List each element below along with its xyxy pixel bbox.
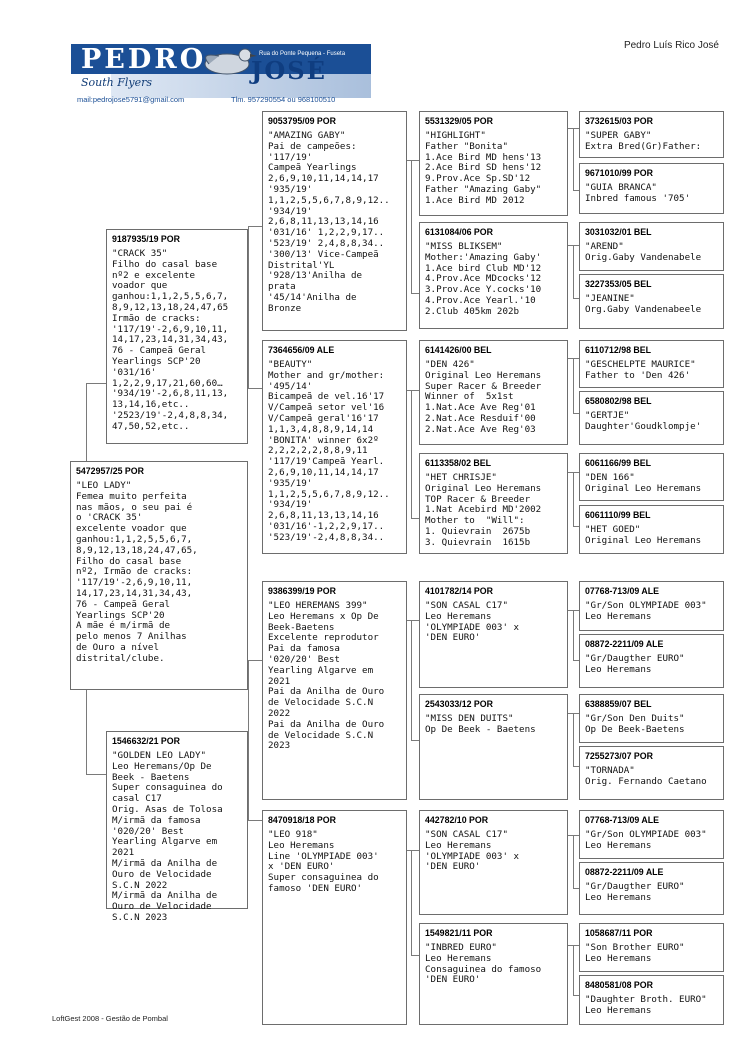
- gen5-box-13: [579, 810, 724, 859]
- bird-notes: Father to 'Den 426': [585, 369, 691, 381]
- subject-notes: Femea muito perfeita nas mãos, o seu pai é o 'CRACK 35' excelente voador que ganhou:1,1,2,5,5,6,7, 8,9,12,13,18,24,47,65, Filho do casal base nº2, Irmão de cracks: '117/19'-2,6,9,10,11, 14,17,23,14,31,34,43, 76 - Campeã Geral Yearlings SCP'20 A mãe é m/irmã de pelo menos 7 Anilhas de Ouro a nível distrital/clube.: [76, 490, 198, 664]
- ring-number: 8480581/08 POR: [585, 980, 653, 990]
- gen4-box-8: [419, 923, 568, 1025]
- bird-name: "GESCHELPTE MAURICE": [585, 359, 696, 370]
- logo-email: mail:pedrojose5791@gmail.com: [77, 95, 185, 104]
- bird-name: "LEO 918": [268, 829, 318, 840]
- gen5-box-5: [579, 340, 724, 388]
- ring-number: 07768-713/09 ALE: [585, 815, 660, 825]
- bird-notes: Leo Heremans Consaguinea do famoso 'DEN EURO': [425, 952, 542, 986]
- bird-notes: Op De Beek-Baetens: [585, 723, 685, 735]
- bird-notes: Leo Heremans: [585, 663, 652, 675]
- gen4-box-2: [419, 222, 568, 329]
- bird-name: "INBRED EURO": [425, 942, 497, 953]
- gen5-box-10: [579, 634, 724, 688]
- gen5-box-7: [579, 453, 724, 501]
- gen3-box-2: [262, 340, 407, 554]
- gen5-box-11: [579, 694, 724, 743]
- bird-notes: Leo Heremans: [585, 839, 652, 851]
- ring-number: 6141426/00 BEL: [425, 345, 492, 355]
- ring-number: 442782/10 POR: [425, 815, 489, 825]
- bird-name: "MISS DEN DUITS": [425, 713, 514, 724]
- gen5-box-4: [579, 274, 724, 329]
- ring-number: 9053795/09 POR: [268, 116, 336, 126]
- bird-name: "AMAZING GABY": [268, 130, 346, 141]
- gen3-box-3: [262, 581, 407, 800]
- ring-number: 6388859/07 BEL: [585, 699, 652, 709]
- gen4-box-5: [419, 581, 568, 688]
- gen5-box-3: [579, 222, 724, 271]
- subject-box: [70, 461, 248, 690]
- ring-number: 08872-2211/09 ALE: [585, 867, 664, 877]
- bird-name: "DEN 426": [425, 359, 475, 370]
- ring-number: 6113358/02 BEL: [425, 458, 492, 468]
- logo: [71, 40, 371, 104]
- bird-name: "LEO HEREMANS 399": [268, 600, 368, 611]
- bird-name: "AREND": [585, 241, 624, 252]
- subject-name: "LEO LADY": [76, 480, 132, 491]
- gen5-box-1: [579, 111, 724, 158]
- bird-notes: Leo Heremans x Op De Beek-Baetens Excelente reprodutor Pai da famosa '020/20' Best Yearling Algarve em 2021 Pai da Anilha de Ouro de Velocidade S.C.N 2022 Pai da Anilha de Ouro de Velocidade S.C.N 2023: [268, 610, 385, 752]
- gen4-box-4: [419, 453, 568, 554]
- logo-phone: Tlm. 957290554 ou 968100510: [231, 95, 336, 104]
- bird-name: "JEANINE": [585, 293, 635, 304]
- bird-notes: Leo Heremans 'OLYMPIADE 003' x 'DEN EURO': [425, 839, 520, 873]
- ring-number: 6110712/98 BEL: [585, 345, 652, 355]
- bird-notes: Leo Heremans 'OLYMPIADE 003' x 'DEN EURO': [425, 610, 520, 644]
- bird-notes: Original Leo Heremans Super Racer & Breeder Winner of 5x1st 1.Nat.Ace Ave Reg'01 2.Nat.Ace Resduif'00 2.Nat.Ace Ave Reg'03: [425, 369, 542, 435]
- gen5-box-8: [579, 505, 724, 554]
- bird-notes: Op De Beek - Baetens: [425, 723, 536, 735]
- bird-notes: Leo Heremans: [585, 952, 652, 964]
- gen5-box-15: [579, 923, 724, 972]
- dam-ring: 1546632/21 POR: [112, 736, 180, 746]
- ring-number: 6131084/06 POR: [425, 227, 493, 237]
- footer-software: LoftGest 2008 - Gestão de Pombal: [52, 1014, 168, 1023]
- ring-number: 2543033/12 POR: [425, 699, 493, 709]
- bird-notes: Daughter'Goudklompje': [585, 420, 702, 432]
- bird-notes: Original Leo Heremans: [585, 482, 702, 494]
- bird-notes: Leo Heremans: [585, 1004, 652, 1016]
- bird-name: "TORNADA": [585, 765, 635, 776]
- bird-name: "MISS BLIKSEM": [425, 241, 503, 252]
- dam-notes: Leo Heremans/Op De Beek - Baetens Super consaguinea do casal C17 Orig. Asas de Tolosa M/irmã da famosa '020/20' Best Yearling Algarve em 2021 M/irmã da Anilha de Ouro de Velocidade S.C.N 2022 M/irmã da Anilha de Ouro de Velocidade S.C.N 2023: [112, 760, 223, 923]
- logo-name-last: JOSÉ: [251, 56, 327, 85]
- owner-name: Pedro Luís Rico José: [623, 40, 719, 51]
- bird-name: "HET CHRISJE": [425, 472, 497, 483]
- sire-notes: Filho do casal base nº2 e excelente voador que ganhou:1,1,2,5,5,6,7, 8,9,12,13,18,24,47,65 Irmão de cracks: '117/19'-2,6,9,10,11, 14,17,23,14,31,34,43, 76 - Campeã Geral Yearlings SCP'20 '031/16' 1,2,2,9,17,21,60,60… '934/19'-2,6,8,11,13, 13,14,16,etc.. '2523/19'-2,4,8,8,34, 47,50,52,etc..: [112, 258, 229, 432]
- ring-number: 6061110/99 BEL: [585, 510, 651, 520]
- ring-number: 6061166/99 BEL: [585, 458, 652, 468]
- bird-notes: Leo Heremans Line 'OLYMPIADE 003' x 'DEN EURO' Super consaguinea do famoso 'DEN EURO': [268, 839, 379, 894]
- ring-number: 3031032/01 BEL: [585, 227, 652, 237]
- ring-number: 5531329/05 POR: [425, 116, 493, 126]
- bird-notes: Orig. Fernando Caetano: [585, 775, 707, 787]
- bird-notes: Original Leo Heremans: [585, 534, 702, 546]
- bird-notes: Org.Gaby Vandenabeele: [585, 303, 702, 315]
- ring-number: 3732615/03 POR: [585, 116, 653, 126]
- gen5-box-2: [579, 163, 724, 214]
- gen3-box-4: [262, 810, 407, 1025]
- gen4-box-6: [419, 694, 568, 800]
- bird-name: "Daughter Broth. EURO": [585, 994, 707, 1005]
- ring-number: 8470918/18 POR: [268, 815, 336, 825]
- bird-name: "SON CASAL C17": [425, 829, 508, 840]
- bird-name: "BEAUTY": [268, 359, 313, 370]
- gen5-box-6: [579, 391, 724, 445]
- bird-notes: Leo Heremans: [585, 891, 652, 903]
- bird-notes: Pai de campeões: '117/19' Campeã Yearlings 2,6,9,10,11,14,14,17 '935/19' 1,1,2,5,5,6,7,8,9,12.. '934/19' 2,6,8,11,13,13,14,16 '031/16' 1,2,2,9,17.. '523/19' 2,4,8,8,34.. '300/13' Vice-Campeã Distrital'YL '928/13'Anilha de prata '45/14'Anilha de Bronze: [268, 140, 390, 314]
- gen5-box-16: [579, 975, 724, 1025]
- ring-number: 1549821/11 POR: [425, 928, 493, 938]
- bird-name: "Gr/Son Den Duits": [585, 713, 685, 724]
- bird-name: "SUPER GABY": [585, 130, 652, 141]
- bird-name: "DEN 166": [585, 472, 635, 483]
- logo-address: Rua do Ponte Pequena - Fuseta: [259, 51, 346, 57]
- gen4-box-7: [419, 810, 568, 915]
- ring-number: 7255273/07 POR: [585, 751, 653, 761]
- ring-number: 3227353/05 BEL: [585, 279, 652, 289]
- bird-notes: Inbred famous '705': [585, 192, 691, 204]
- logo-name-first: PEDRO: [81, 44, 207, 75]
- ring-number: 6580802/98 BEL: [585, 396, 652, 406]
- bird-name: "Gr/Daugther EURO": [585, 653, 685, 664]
- bird-name: "Gr/Son OLYMPIADE 003": [585, 600, 707, 611]
- bird-notes: Extra Bred(Gr)Father:: [585, 140, 702, 152]
- bird-name: "Son Brother EURO": [585, 942, 685, 953]
- bird-notes: Father "Bonita" 1.Ace Bird MD hens'13 2.Ace Bird SD hens'12 9.Prov.Ace Sp.SD'12 Father "Amazing Gaby" 1.Ace Bird MD 2012: [425, 140, 542, 206]
- bird-name: "GUIA BRANCA": [585, 182, 657, 193]
- dam-name: "GOLDEN LEO LADY": [112, 750, 207, 761]
- bird-name: "GERTJE": [585, 410, 630, 421]
- dam-box: [106, 731, 248, 923]
- ring-number: 9386399/19 POR: [268, 586, 336, 596]
- ring-number: 9671010/99 POR: [585, 168, 653, 178]
- ring-number: 07768-713/09 ALE: [585, 586, 660, 596]
- bird-name: "HIGHLIGHT": [425, 130, 486, 141]
- gen5-box-12: [579, 746, 724, 800]
- gen3-box-1: [262, 111, 407, 331]
- sire-ring: 9187935/19 POR: [112, 234, 180, 244]
- ring-number: 4101782/14 POR: [425, 586, 493, 596]
- bird-name: "HET GOED": [585, 524, 641, 535]
- ring-number: 08872-2211/09 ALE: [585, 639, 664, 649]
- bird-notes: Mother and gr/mother: '495/14' Bicampeã de vel.16'17 V/Campeã setor vel'16 V/Campeã geral'16'17 1,1,3,4,8,8,9,14,14 'BONITA' winner 6x2º 2,2,2,2,2,8,8,9,11 '117/19'Campeã Yearl. 2,6,9,10,11,14,14,17 '935/19' 1,1,2,5,5,6,7,8,9,12.. '934/19' 2,6,8,11,13,13,14,16 '031/16'-1,2,2,9,17.. '523/19'-2,4,8,8,34..: [268, 369, 390, 543]
- ring-number: 7364656/09 ALE: [268, 345, 335, 355]
- gen5-box-9: [579, 581, 724, 631]
- bird-name: "Gr/Daugther EURO": [585, 881, 685, 892]
- bird-name: "SON CASAL C17": [425, 600, 508, 611]
- ring-number: 1058687/11 POR: [585, 928, 653, 938]
- bird-notes: Orig.Gaby Vandenabele: [585, 251, 702, 263]
- sire-box: [106, 229, 248, 444]
- bird-notes: Leo Heremans: [585, 610, 652, 622]
- bird-notes: Original Leo Heremans TOP Racer & Breeder 1.Nat Acebird MD'2002 Mother to "Will": 1. Quievrain 2675b 3. Quievrain 1615b: [425, 482, 542, 548]
- bird-notes: Mother:'Amazing Gaby' 1.Ace bird Club MD'12 4.Prov.Ace MDcocks'12 3.Prov.Ace Y.cocks'10 4.Prov.Ace Yearl.'10 2.Club 405km 202b: [425, 251, 542, 317]
- gen4-box-1: [419, 111, 568, 216]
- gen5-box-14: [579, 862, 724, 915]
- bird-name: "Gr/Son OLYMPIADE 003": [585, 829, 707, 840]
- subject-ring: 5472957/25 POR: [76, 466, 144, 476]
- logo-tagline: South Flyers: [81, 76, 153, 89]
- sire-name: "CRACK 35": [112, 248, 168, 259]
- gen4-box-3: [419, 340, 568, 445]
